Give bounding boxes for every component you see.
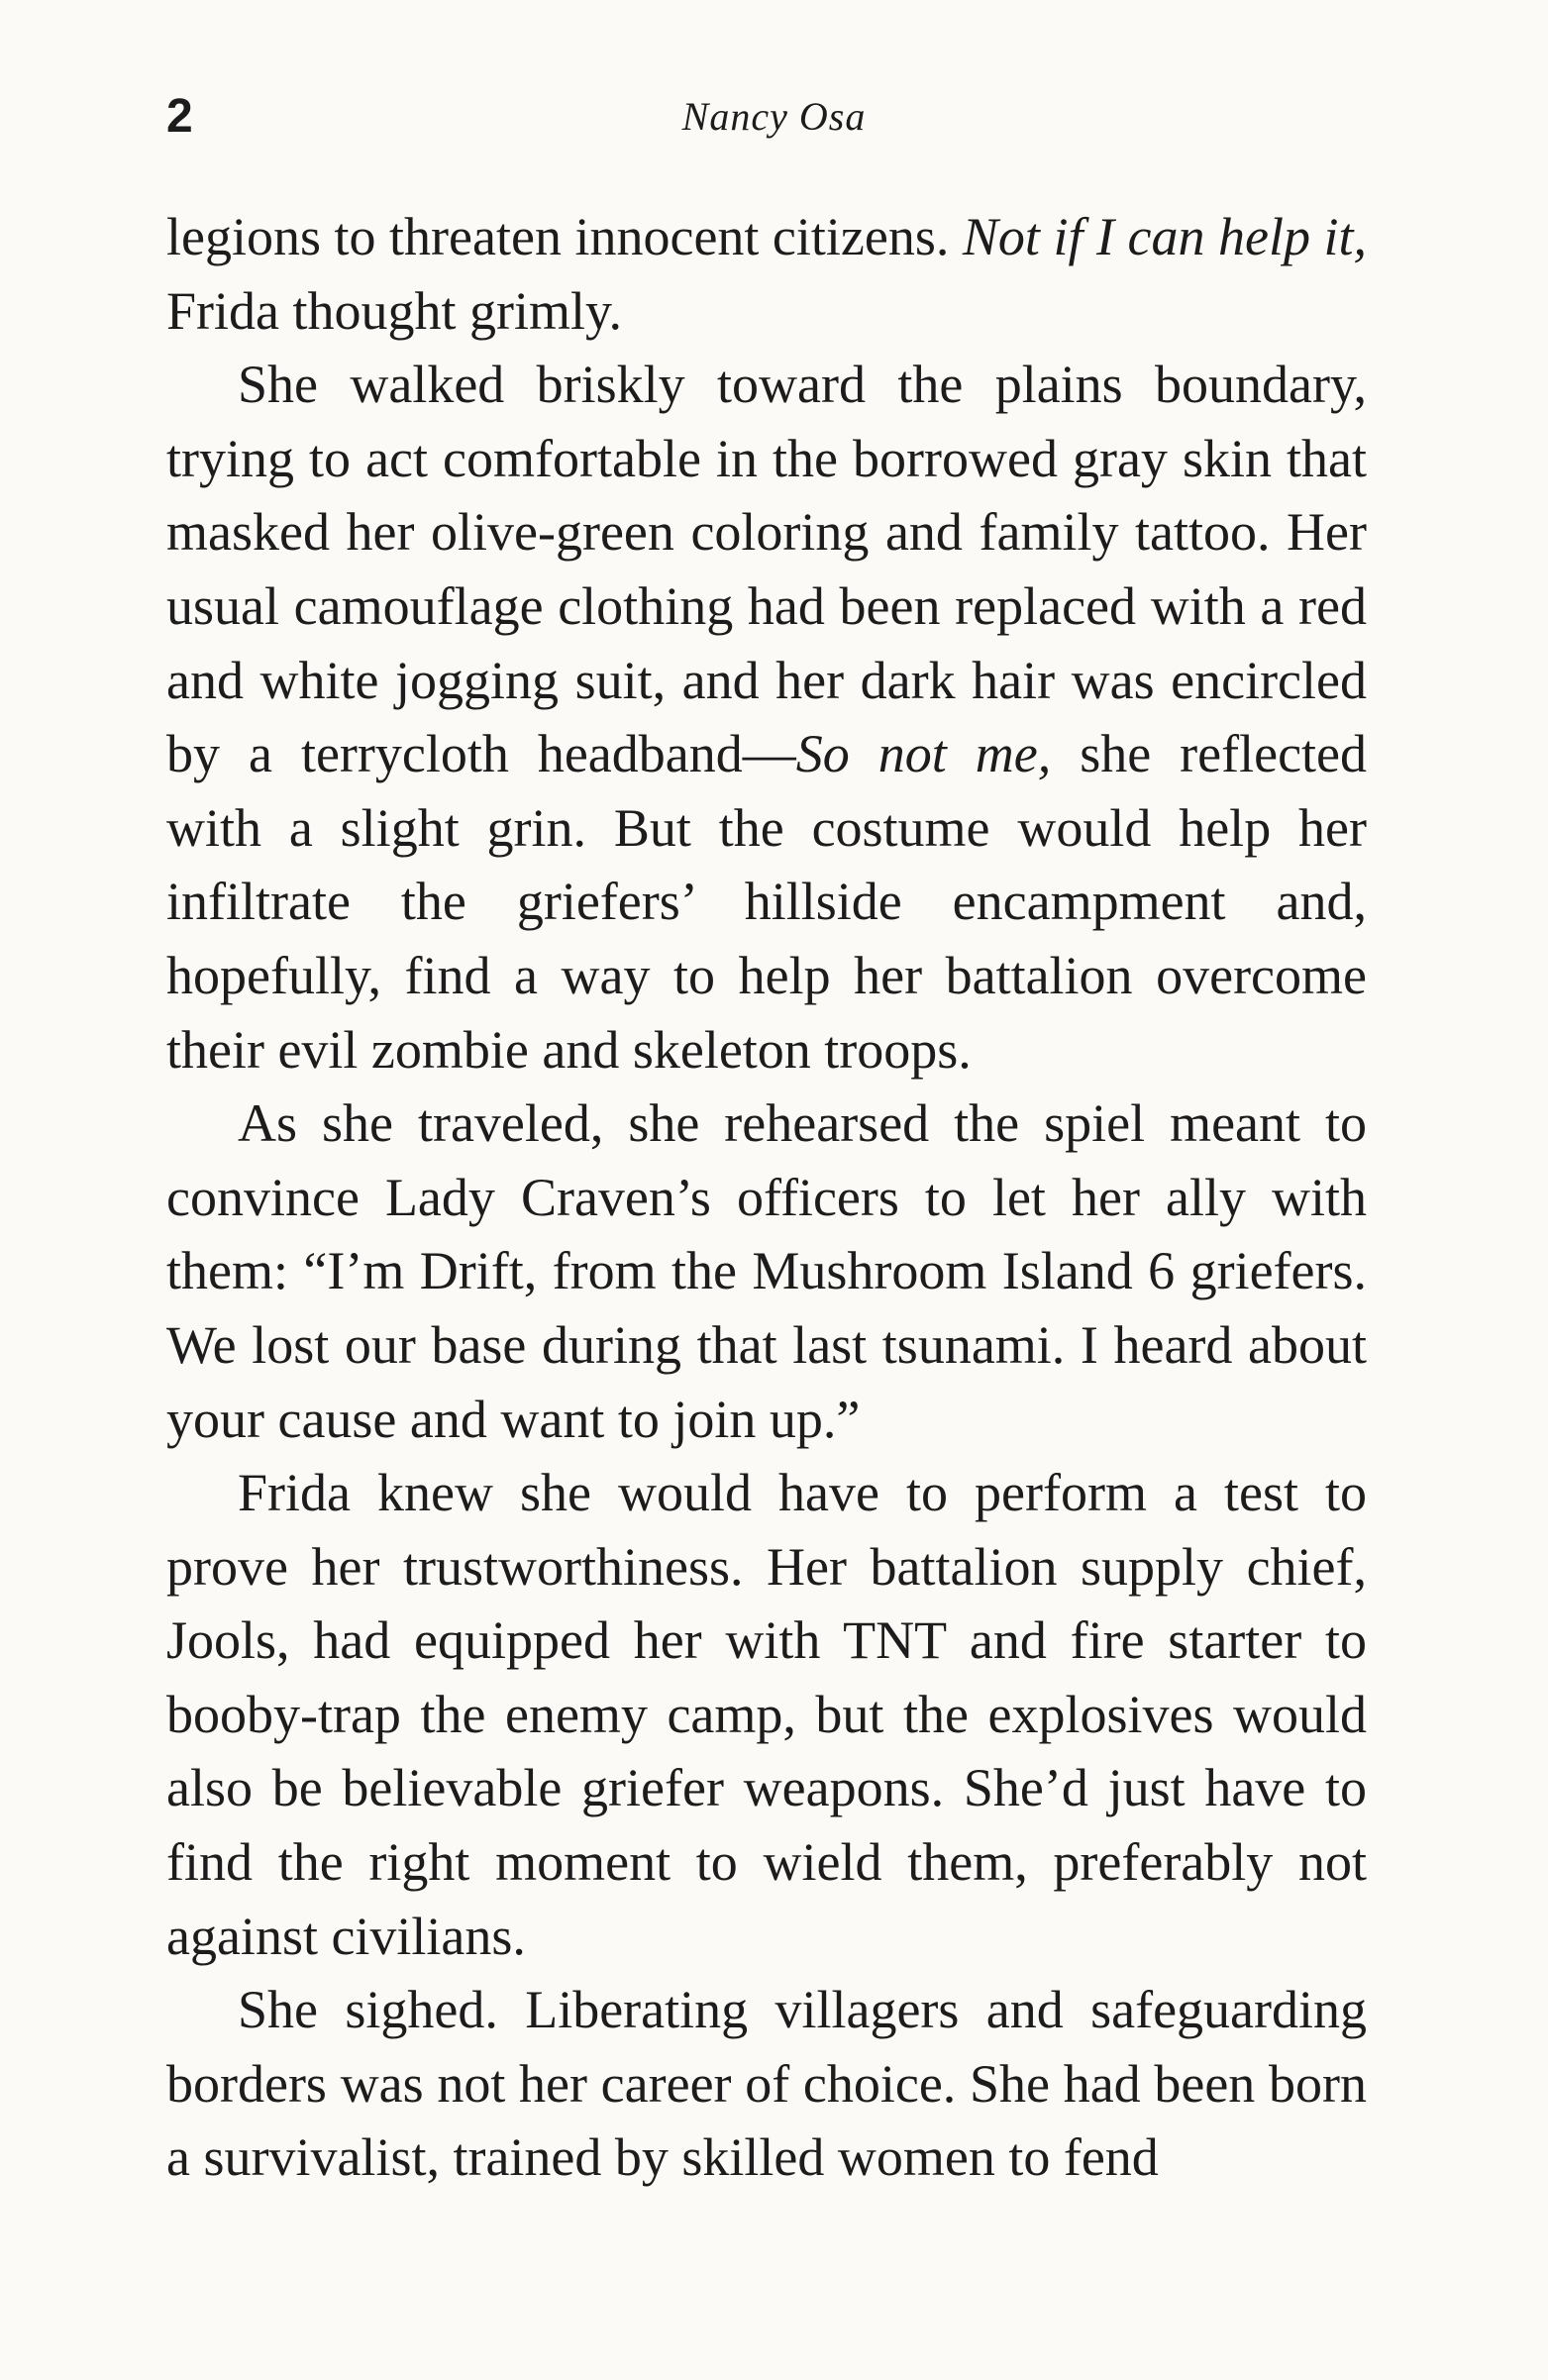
page-header	[0, 87, 1548, 147]
body-text	[166, 200, 1367, 2195]
italic-text-segment: So not me,	[795, 724, 1052, 784]
text-segment: Frida thought grimly.	[166, 280, 622, 341]
paragraph	[166, 200, 1367, 348]
text-segment: she reflected with a slight grin. But the costume would help her infiltrate the griefers’ hillside encampment and, hopefully, find a way to help her battalion overcome their evil zombie and skeleton troops.	[166, 724, 1368, 1080]
paragraph	[166, 1087, 1367, 1456]
running-head-author: Nancy Osa	[681, 94, 867, 139]
text-segment: She sighed. Liberating villagers and safeguarding borders was not her career of choice. She had been born a survivalist, trained by skilled women to fend	[166, 1980, 1367, 2188]
paragraph	[166, 1973, 1367, 2195]
text-segment: Frida knew she would have to perform a test to prove her trustworthiness. Her battalion supply chief, Jools, had equipped her with TNT and fire starter to booby-trap the enemy camp, but the explosives would also be believable griefer weapons. She’d just have to find the right moment to wield them, preferably not against civilians.	[166, 1463, 1367, 1966]
text-segment: As she traveled, she rehearsed the spiel meant to convince Lady Craven’s officers to let her ally with them: “I’m Drift, from the Mushroom Island 6 griefers. We lost our base during that last tsunami. I heard about your cause and want to join up.”	[166, 1093, 1367, 1449]
italic-text-segment: Not if I can help it,	[962, 207, 1367, 266]
page-number: 2	[166, 90, 193, 143]
paragraph	[166, 348, 1367, 1087]
paragraph	[166, 1456, 1367, 1973]
text-segment: She walked briskly toward the plains boundary, trying to act comfortable in the borrowed gray skin that masked her olive-green coloring and family tattoo. Her usual camouflage clothing had been replaced with a red and white jogging suit, and her dark hair was encircled by a terrycloth headband—	[166, 355, 1367, 784]
text-segment: legions to threaten innocent citizens.	[166, 207, 963, 266]
